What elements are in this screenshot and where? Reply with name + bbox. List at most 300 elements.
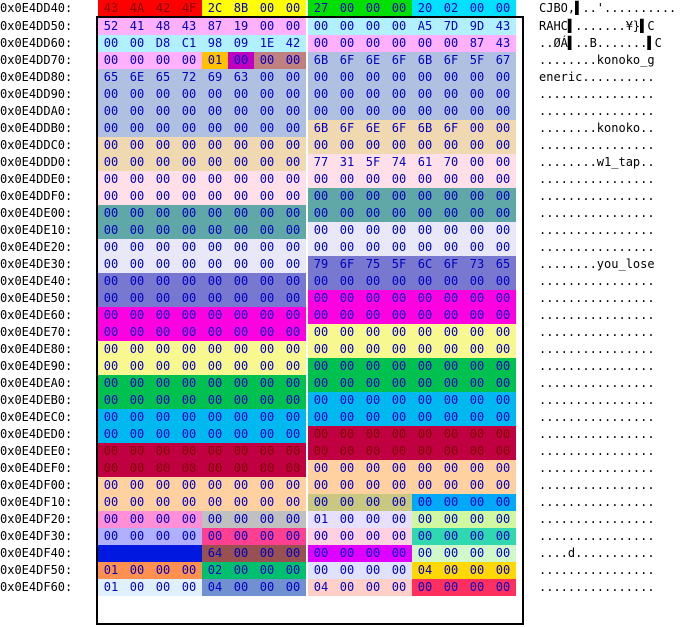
- hex-byte-cell[interactable]: 00: [280, 18, 306, 35]
- hex-byte-cell[interactable]: 00: [334, 239, 360, 256]
- hex-byte-cell[interactable]: 00: [386, 358, 412, 375]
- hex-byte-cell[interactable]: 00: [412, 511, 438, 528]
- hex-byte-cell[interactable]: 00: [464, 375, 490, 392]
- row-ascii[interactable]: ................: [539, 104, 655, 118]
- hex-byte-cell[interactable]: 00: [490, 579, 516, 596]
- hex-byte-cell[interactable]: 00: [464, 545, 490, 562]
- hex-byte-cell[interactable]: 00: [490, 358, 516, 375]
- hex-byte-cell[interactable]: 00: [438, 392, 464, 409]
- hex-byte-cell[interactable]: 42: [150, 0, 176, 17]
- hex-byte-cell[interactable]: 00: [360, 375, 386, 392]
- hex-byte-cell[interactable]: 00: [412, 477, 438, 494]
- hex-byte-cell[interactable]: 00: [360, 188, 386, 205]
- hex-byte-cell[interactable]: 00: [490, 392, 516, 409]
- hex-byte-cell[interactable]: 02: [438, 0, 464, 17]
- hex-byte-cell[interactable]: 00: [176, 545, 202, 562]
- hex-byte-cell[interactable]: 00: [438, 171, 464, 188]
- hex-byte-cell[interactable]: 00: [150, 171, 176, 188]
- hex-byte-cell[interactable]: 00: [150, 562, 176, 579]
- hex-byte-cell[interactable]: 00: [176, 256, 202, 273]
- hex-byte-cell[interactable]: 00: [228, 426, 254, 443]
- hex-byte-cell[interactable]: 00: [124, 341, 150, 358]
- hex-byte-cell[interactable]: 09: [228, 35, 254, 52]
- hex-byte-cell[interactable]: 00: [98, 460, 124, 477]
- hex-byte-cell[interactable]: 01: [202, 52, 228, 69]
- hex-byte-cell[interactable]: 00: [176, 137, 202, 154]
- hex-byte-cell[interactable]: 00: [124, 511, 150, 528]
- hex-byte-cell[interactable]: 00: [176, 460, 202, 477]
- hex-byte-cell[interactable]: 00: [464, 358, 490, 375]
- hex-byte-cell[interactable]: 00: [490, 239, 516, 256]
- hex-byte-cell[interactable]: 00: [202, 239, 228, 256]
- hex-byte-cell[interactable]: 00: [176, 511, 202, 528]
- hex-byte-cell[interactable]: 6F: [386, 52, 412, 69]
- hex-byte-cell[interactable]: 00: [280, 69, 306, 86]
- hex-byte-cell[interactable]: 00: [490, 0, 516, 17]
- hex-byte-cell[interactable]: 00: [150, 443, 176, 460]
- hex-byte-cell[interactable]: 00: [98, 154, 124, 171]
- hex-byte-cell[interactable]: 00: [360, 358, 386, 375]
- hex-byte-cell[interactable]: 00: [334, 18, 360, 35]
- row-ascii[interactable]: ................: [539, 325, 655, 339]
- hex-byte-cell[interactable]: 00: [150, 375, 176, 392]
- hex-byte-cell[interactable]: 00: [464, 290, 490, 307]
- hex-byte-cell[interactable]: 00: [386, 86, 412, 103]
- hex-byte-cell[interactable]: 00: [412, 239, 438, 256]
- hex-byte-cell[interactable]: 00: [254, 69, 280, 86]
- hex-byte-cell[interactable]: 00: [124, 409, 150, 426]
- hex-byte-cell[interactable]: 00: [176, 307, 202, 324]
- hex-byte-cell[interactable]: 00: [150, 239, 176, 256]
- hex-byte-cell[interactable]: 00: [254, 222, 280, 239]
- hex-byte-cell[interactable]: 00: [412, 103, 438, 120]
- hex-byte-cell[interactable]: 00: [464, 154, 490, 171]
- hex-byte-cell[interactable]: 00: [438, 375, 464, 392]
- row-ascii[interactable]: CJBO,▌..'..........: [539, 1, 677, 15]
- hex-byte-cell[interactable]: 6F: [438, 52, 464, 69]
- hex-byte-cell[interactable]: 00: [150, 137, 176, 154]
- hex-byte-cell[interactable]: 00: [308, 239, 334, 256]
- hex-byte-cell[interactable]: 00: [412, 460, 438, 477]
- row-ascii[interactable]: ..ØÁ▌..B.......▌C: [539, 36, 662, 50]
- hex-byte-cell[interactable]: 00: [280, 171, 306, 188]
- hex-byte-cell[interactable]: 00: [386, 137, 412, 154]
- hex-byte-cell[interactable]: 00: [124, 137, 150, 154]
- hex-byte-cell[interactable]: 00: [202, 290, 228, 307]
- hex-byte-cell[interactable]: 00: [228, 120, 254, 137]
- hex-byte-cell[interactable]: 00: [308, 494, 334, 511]
- hex-byte-cell[interactable]: 00: [412, 290, 438, 307]
- hex-byte-cell[interactable]: 00: [334, 0, 360, 17]
- hex-byte-cell[interactable]: 00: [98, 52, 124, 69]
- hex-byte-cell[interactable]: 00: [202, 409, 228, 426]
- hex-byte-cell[interactable]: 6B: [308, 120, 334, 137]
- hex-byte-cell[interactable]: 00: [334, 35, 360, 52]
- hex-byte-cell[interactable]: 00: [228, 137, 254, 154]
- hex-byte-cell[interactable]: 00: [412, 35, 438, 52]
- hex-byte-cell[interactable]: 00: [228, 273, 254, 290]
- hex-byte-cell[interactable]: 00: [386, 273, 412, 290]
- hex-byte-cell[interactable]: 00: [412, 409, 438, 426]
- hex-byte-cell[interactable]: 00: [386, 443, 412, 460]
- hex-byte-cell[interactable]: 00: [98, 545, 124, 562]
- hex-byte-cell[interactable]: 00: [360, 528, 386, 545]
- hex-byte-cell[interactable]: 00: [280, 375, 306, 392]
- hex-byte-cell[interactable]: 00: [386, 188, 412, 205]
- hex-byte-cell[interactable]: 00: [334, 562, 360, 579]
- hex-byte-cell[interactable]: 00: [412, 273, 438, 290]
- row-ascii[interactable]: ................: [539, 138, 655, 152]
- hex-byte-cell[interactable]: 00: [150, 324, 176, 341]
- hex-byte-cell[interactable]: 00: [176, 273, 202, 290]
- hex-byte-cell[interactable]: 00: [280, 545, 306, 562]
- hex-byte-cell[interactable]: 00: [464, 528, 490, 545]
- hex-byte-cell[interactable]: 00: [490, 171, 516, 188]
- hex-byte-cell[interactable]: 00: [360, 562, 386, 579]
- hex-byte-cell[interactable]: 00: [412, 324, 438, 341]
- hex-byte-cell[interactable]: 00: [280, 409, 306, 426]
- hex-byte-cell[interactable]: 00: [386, 494, 412, 511]
- hex-byte-cell[interactable]: 87: [464, 35, 490, 52]
- hex-byte-cell[interactable]: 00: [490, 511, 516, 528]
- hex-byte-cell[interactable]: 00: [334, 341, 360, 358]
- hex-byte-cell[interactable]: 00: [280, 511, 306, 528]
- hex-byte-cell[interactable]: 00: [490, 222, 516, 239]
- hex-byte-cell[interactable]: 6B: [308, 52, 334, 69]
- hex-byte-cell[interactable]: 00: [360, 86, 386, 103]
- hex-byte-cell[interactable]: 00: [490, 154, 516, 171]
- hex-byte-cell[interactable]: 00: [334, 375, 360, 392]
- hex-byte-cell[interactable]: 00: [176, 86, 202, 103]
- hex-byte-cell[interactable]: 00: [98, 86, 124, 103]
- hex-byte-cell[interactable]: 31: [334, 154, 360, 171]
- hex-byte-cell[interactable]: 00: [124, 239, 150, 256]
- hex-byte-cell[interactable]: 00: [280, 392, 306, 409]
- hex-byte-cell[interactable]: 00: [280, 358, 306, 375]
- hex-byte-cell[interactable]: 00: [334, 69, 360, 86]
- hex-byte-cell[interactable]: 5F: [386, 256, 412, 273]
- hex-byte-cell[interactable]: 00: [438, 562, 464, 579]
- hex-byte-cell[interactable]: 00: [490, 103, 516, 120]
- hex-byte-cell[interactable]: 87: [202, 18, 228, 35]
- hex-byte-cell[interactable]: 00: [280, 0, 306, 17]
- hex-byte-cell[interactable]: 00: [334, 137, 360, 154]
- row-ascii[interactable]: ................: [539, 240, 655, 254]
- hex-byte-cell[interactable]: 00: [254, 0, 280, 17]
- hex-byte-cell[interactable]: 00: [254, 426, 280, 443]
- hex-byte-cell[interactable]: 27: [308, 0, 334, 17]
- hex-byte-cell[interactable]: 00: [124, 222, 150, 239]
- row-ascii[interactable]: ................: [539, 376, 655, 390]
- hex-byte-cell[interactable]: 00: [280, 52, 306, 69]
- hex-byte-cell[interactable]: 00: [334, 528, 360, 545]
- hex-byte-cell[interactable]: 00: [202, 137, 228, 154]
- hex-byte-cell[interactable]: 00: [412, 358, 438, 375]
- hex-byte-cell[interactable]: 00: [150, 477, 176, 494]
- hex-byte-cell[interactable]: 00: [124, 426, 150, 443]
- hex-byte-cell[interactable]: 00: [176, 528, 202, 545]
- hex-byte-cell[interactable]: 00: [254, 273, 280, 290]
- hex-byte-cell[interactable]: 00: [386, 290, 412, 307]
- row-ascii[interactable]: ................: [539, 189, 655, 203]
- hex-byte-cell[interactable]: 00: [334, 324, 360, 341]
- hex-byte-cell[interactable]: 00: [438, 205, 464, 222]
- hex-byte-cell[interactable]: 00: [98, 324, 124, 341]
- hex-byte-cell[interactable]: 00: [254, 137, 280, 154]
- hex-byte-cell[interactable]: 00: [254, 290, 280, 307]
- hex-byte-cell[interactable]: A5: [412, 18, 438, 35]
- hex-byte-cell[interactable]: 00: [254, 579, 280, 596]
- hex-byte-cell[interactable]: 00: [438, 409, 464, 426]
- hex-byte-cell[interactable]: 00: [334, 171, 360, 188]
- hex-byte-cell[interactable]: 00: [176, 443, 202, 460]
- hex-byte-cell[interactable]: 61: [412, 154, 438, 171]
- hex-byte-cell[interactable]: 00: [254, 171, 280, 188]
- hex-byte-cell[interactable]: 00: [464, 239, 490, 256]
- hex-byte-cell[interactable]: 00: [360, 35, 386, 52]
- hex-byte-cell[interactable]: 00: [386, 307, 412, 324]
- hex-byte-cell[interactable]: 00: [124, 460, 150, 477]
- hex-byte-cell[interactable]: 00: [150, 205, 176, 222]
- hex-byte-cell[interactable]: 00: [438, 307, 464, 324]
- hex-byte-cell[interactable]: 00: [412, 392, 438, 409]
- hex-byte-cell[interactable]: 00: [490, 205, 516, 222]
- hex-byte-cell[interactable]: 00: [464, 171, 490, 188]
- hex-byte-cell[interactable]: 00: [280, 86, 306, 103]
- hex-byte-cell[interactable]: 00: [124, 307, 150, 324]
- hex-byte-cell[interactable]: 00: [386, 222, 412, 239]
- hex-byte-cell[interactable]: 00: [412, 545, 438, 562]
- hex-byte-cell[interactable]: 00: [308, 69, 334, 86]
- hex-byte-cell[interactable]: 00: [386, 392, 412, 409]
- hex-byte-cell[interactable]: 00: [308, 545, 334, 562]
- row-ascii[interactable]: ................: [539, 223, 655, 237]
- hex-byte-cell[interactable]: 00: [228, 375, 254, 392]
- hex-byte-cell[interactable]: 00: [202, 392, 228, 409]
- hex-byte-cell[interactable]: 00: [150, 256, 176, 273]
- hex-byte-cell[interactable]: 00: [308, 188, 334, 205]
- hex-byte-cell[interactable]: 00: [98, 392, 124, 409]
- hex-byte-cell[interactable]: 00: [334, 290, 360, 307]
- hex-byte-cell[interactable]: 00: [308, 460, 334, 477]
- hex-byte-cell[interactable]: 00: [202, 171, 228, 188]
- hex-byte-cell[interactable]: 00: [490, 341, 516, 358]
- hex-byte-cell[interactable]: 00: [228, 358, 254, 375]
- hex-byte-cell[interactable]: 00: [464, 494, 490, 511]
- hex-byte-cell[interactable]: 64: [202, 545, 228, 562]
- hex-byte-cell[interactable]: 6F: [438, 120, 464, 137]
- hex-byte-cell[interactable]: 00: [254, 545, 280, 562]
- hex-byte-cell[interactable]: 00: [334, 358, 360, 375]
- hex-byte-cell[interactable]: 00: [254, 86, 280, 103]
- hex-byte-cell[interactable]: 00: [490, 375, 516, 392]
- hex-byte-cell[interactable]: 02: [202, 562, 228, 579]
- hex-byte-cell[interactable]: 00: [464, 103, 490, 120]
- hex-byte-cell[interactable]: 00: [176, 103, 202, 120]
- hex-byte-cell[interactable]: 00: [202, 205, 228, 222]
- hex-byte-cell[interactable]: 00: [386, 528, 412, 545]
- hex-byte-cell[interactable]: 00: [254, 511, 280, 528]
- hex-byte-cell[interactable]: 00: [412, 443, 438, 460]
- hex-byte-cell[interactable]: 00: [228, 511, 254, 528]
- hex-byte-cell[interactable]: 00: [438, 35, 464, 52]
- hex-byte-cell[interactable]: 04: [308, 579, 334, 596]
- hex-byte-cell[interactable]: 00: [98, 494, 124, 511]
- hex-byte-cell[interactable]: 00: [308, 103, 334, 120]
- hex-byte-cell[interactable]: 00: [490, 443, 516, 460]
- hex-byte-cell[interactable]: 00: [464, 392, 490, 409]
- hex-byte-cell[interactable]: 00: [124, 171, 150, 188]
- hex-byte-cell[interactable]: 00: [228, 290, 254, 307]
- hex-byte-cell[interactable]: 00: [124, 579, 150, 596]
- hex-byte-cell[interactable]: 00: [438, 477, 464, 494]
- hex-byte-cell[interactable]: 00: [280, 103, 306, 120]
- hex-byte-cell[interactable]: 00: [386, 562, 412, 579]
- hex-byte-cell[interactable]: 00: [308, 426, 334, 443]
- hex-byte-cell[interactable]: 00: [228, 341, 254, 358]
- hex-byte-cell[interactable]: 00: [228, 545, 254, 562]
- hex-byte-cell[interactable]: 00: [228, 52, 254, 69]
- hex-byte-cell[interactable]: 00: [98, 511, 124, 528]
- hex-byte-cell[interactable]: 00: [464, 137, 490, 154]
- hex-byte-cell[interactable]: 00: [254, 528, 280, 545]
- hex-byte-cell[interactable]: 00: [438, 545, 464, 562]
- hex-byte-cell[interactable]: 00: [308, 273, 334, 290]
- row-ascii[interactable]: ................: [539, 87, 655, 101]
- hex-byte-cell[interactable]: 00: [360, 341, 386, 358]
- hex-byte-cell[interactable]: 69: [202, 69, 228, 86]
- hex-byte-cell[interactable]: 00: [98, 137, 124, 154]
- hex-byte-cell[interactable]: 00: [124, 494, 150, 511]
- hex-byte-cell[interactable]: 00: [176, 409, 202, 426]
- hex-byte-cell[interactable]: 00: [98, 358, 124, 375]
- hex-byte-cell[interactable]: 00: [308, 171, 334, 188]
- hex-byte-cell[interactable]: 8B: [228, 0, 254, 17]
- hex-byte-cell[interactable]: 00: [254, 205, 280, 222]
- hex-byte-cell[interactable]: 00: [386, 18, 412, 35]
- hex-byte-cell[interactable]: 00: [464, 0, 490, 17]
- hex-byte-cell[interactable]: 00: [412, 171, 438, 188]
- hex-byte-cell[interactable]: 01: [98, 562, 124, 579]
- hex-byte-cell[interactable]: 00: [308, 307, 334, 324]
- hex-byte-cell[interactable]: 00: [334, 545, 360, 562]
- hex-byte-cell[interactable]: 00: [150, 426, 176, 443]
- hex-byte-cell[interactable]: 00: [438, 528, 464, 545]
- hex-byte-cell[interactable]: 00: [438, 222, 464, 239]
- hex-byte-cell[interactable]: 00: [308, 290, 334, 307]
- hex-byte-cell[interactable]: 00: [228, 392, 254, 409]
- hex-byte-cell[interactable]: 00: [228, 324, 254, 341]
- hex-byte-cell[interactable]: 00: [280, 426, 306, 443]
- hex-byte-cell[interactable]: 48: [150, 18, 176, 35]
- hex-byte-cell[interactable]: 00: [464, 205, 490, 222]
- hex-byte-cell[interactable]: 00: [150, 460, 176, 477]
- hex-byte-cell[interactable]: 00: [176, 154, 202, 171]
- hex-byte-cell[interactable]: 00: [98, 341, 124, 358]
- hex-byte-cell[interactable]: 00: [464, 579, 490, 596]
- hex-byte-cell[interactable]: 00: [464, 188, 490, 205]
- hex-byte-cell[interactable]: 00: [202, 375, 228, 392]
- hex-byte-cell[interactable]: 00: [464, 562, 490, 579]
- hex-byte-cell[interactable]: 00: [254, 307, 280, 324]
- hex-byte-cell[interactable]: 00: [150, 358, 176, 375]
- hex-byte-cell[interactable]: 00: [334, 392, 360, 409]
- hex-byte-cell[interactable]: 5F: [464, 52, 490, 69]
- hex-byte-cell[interactable]: 63: [228, 69, 254, 86]
- hex-byte-cell[interactable]: 00: [280, 290, 306, 307]
- hex-byte-cell[interactable]: 00: [464, 341, 490, 358]
- hex-byte-cell[interactable]: 00: [98, 103, 124, 120]
- hex-byte-cell[interactable]: 00: [464, 307, 490, 324]
- row-ascii[interactable]: RAHC▌.......¥}▌C: [539, 19, 655, 33]
- hex-byte-cell[interactable]: 00: [438, 494, 464, 511]
- hex-byte-cell[interactable]: 00: [360, 392, 386, 409]
- hex-byte-cell[interactable]: 00: [254, 256, 280, 273]
- hex-byte-cell[interactable]: 00: [228, 494, 254, 511]
- hex-byte-cell[interactable]: 00: [176, 562, 202, 579]
- hex-byte-cell[interactable]: 00: [228, 409, 254, 426]
- hex-byte-cell[interactable]: 00: [280, 341, 306, 358]
- hex-byte-cell[interactable]: 00: [464, 409, 490, 426]
- hex-byte-cell[interactable]: 00: [490, 545, 516, 562]
- hex-byte-cell[interactable]: 00: [308, 18, 334, 35]
- hex-byte-cell[interactable]: 00: [308, 375, 334, 392]
- hex-byte-cell[interactable]: 00: [464, 222, 490, 239]
- hex-byte-cell[interactable]: 00: [412, 579, 438, 596]
- hex-byte-cell[interactable]: 00: [412, 341, 438, 358]
- hex-byte-cell[interactable]: 00: [438, 103, 464, 120]
- hex-byte-cell[interactable]: 00: [280, 477, 306, 494]
- hex-byte-cell[interactable]: 00: [386, 545, 412, 562]
- hex-byte-cell[interactable]: 00: [176, 358, 202, 375]
- hex-byte-cell[interactable]: 00: [438, 443, 464, 460]
- hex-byte-cell[interactable]: 00: [438, 273, 464, 290]
- hex-byte-cell[interactable]: 00: [308, 137, 334, 154]
- hex-byte-cell[interactable]: 00: [254, 375, 280, 392]
- hex-byte-cell[interactable]: 75: [360, 256, 386, 273]
- hex-byte-cell[interactable]: 1E: [254, 35, 280, 52]
- hex-byte-cell[interactable]: 00: [490, 528, 516, 545]
- hex-byte-cell[interactable]: 00: [334, 477, 360, 494]
- row-ascii[interactable]: ................: [539, 308, 655, 322]
- hex-byte-cell[interactable]: 00: [228, 205, 254, 222]
- hex-byte-cell[interactable]: 7D: [438, 18, 464, 35]
- row-ascii[interactable]: ................: [539, 563, 655, 577]
- hex-byte-cell[interactable]: 00: [98, 409, 124, 426]
- hex-byte-cell[interactable]: 00: [334, 460, 360, 477]
- row-ascii[interactable]: ................: [539, 342, 655, 356]
- hex-byte-cell[interactable]: 00: [176, 494, 202, 511]
- hex-byte-cell[interactable]: 00: [124, 545, 150, 562]
- hex-byte-cell[interactable]: 00: [438, 511, 464, 528]
- hex-byte-cell[interactable]: 00: [280, 205, 306, 222]
- hex-byte-cell[interactable]: 00: [98, 426, 124, 443]
- hex-byte-cell[interactable]: 72: [176, 69, 202, 86]
- hex-byte-cell[interactable]: 00: [150, 222, 176, 239]
- hex-byte-cell[interactable]: 00: [438, 341, 464, 358]
- hex-byte-cell[interactable]: 00: [228, 528, 254, 545]
- hex-byte-cell[interactable]: 00: [254, 154, 280, 171]
- hex-byte-cell[interactable]: 00: [412, 205, 438, 222]
- hex-byte-cell[interactable]: 00: [254, 409, 280, 426]
- hex-byte-cell[interactable]: 00: [176, 477, 202, 494]
- hex-byte-cell[interactable]: 6B: [412, 52, 438, 69]
- hex-byte-cell[interactable]: 00: [280, 562, 306, 579]
- hex-byte-cell[interactable]: 00: [176, 290, 202, 307]
- hex-byte-cell[interactable]: 00: [360, 137, 386, 154]
- hex-byte-cell[interactable]: 00: [412, 426, 438, 443]
- hex-byte-cell[interactable]: 00: [254, 103, 280, 120]
